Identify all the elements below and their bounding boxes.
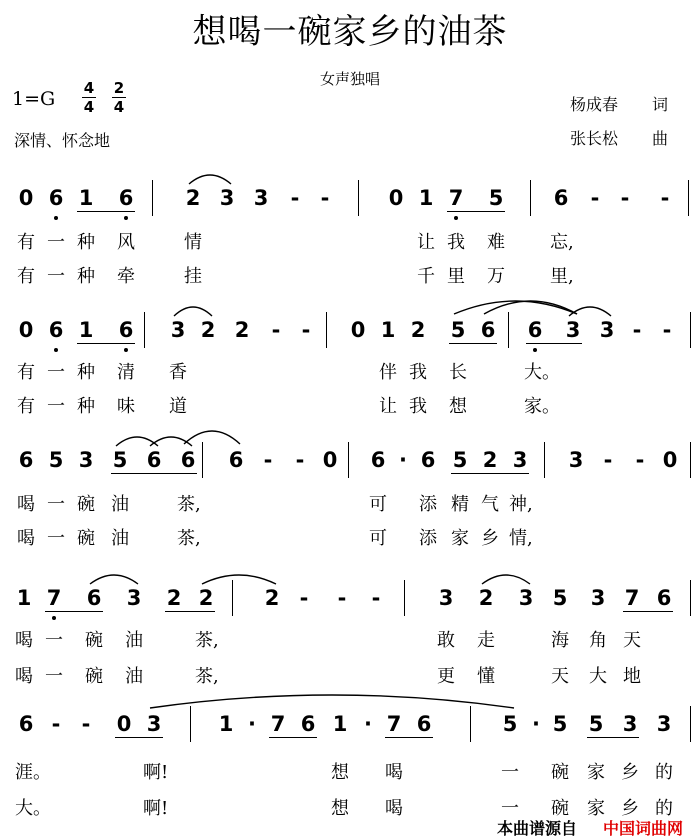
lyric-syllable: 长	[449, 362, 467, 383]
barline	[190, 706, 191, 742]
lyric-syllable: 走	[477, 630, 495, 651]
barline	[544, 442, 545, 478]
octave-dot-below	[124, 348, 128, 352]
lyric-syllable: 有	[17, 362, 35, 383]
barline	[326, 312, 327, 348]
beam-underline	[77, 343, 135, 344]
tie-slur	[184, 431, 240, 444]
note-dash: -	[299, 586, 309, 610]
lyric-syllable: 添	[419, 494, 437, 515]
note-6: 6	[48, 318, 64, 342]
lyric-syllable: 海	[551, 630, 569, 651]
footer-source-label: 本曲谱源自	[497, 819, 578, 838]
note-1: 1	[218, 712, 234, 736]
lyric-syllable: 让	[379, 396, 397, 417]
note-dash: -	[590, 186, 600, 210]
lyric-syllable: 种	[77, 232, 95, 253]
note-6: 6	[118, 186, 134, 210]
note-6: 6	[416, 712, 432, 736]
lyric-syllable: 碗	[551, 762, 569, 783]
octave-dot-below	[533, 348, 537, 352]
barline	[144, 312, 145, 348]
lyric-syllable: 伴	[379, 362, 397, 383]
lyric-syllable: 里	[447, 266, 465, 287]
note-dash: -	[371, 586, 381, 610]
note-1: 1	[78, 318, 94, 342]
note-2: 2	[198, 586, 214, 610]
barline	[358, 180, 359, 216]
note-6: 6	[86, 586, 102, 610]
lyric-syllable: 一	[45, 666, 63, 687]
lyric-syllable: 家	[451, 528, 469, 549]
performance-type: 女声独唱	[319, 70, 380, 88]
expression-marking: 深情、怀念地	[14, 131, 111, 150]
lyric-syllable: 地	[623, 666, 641, 687]
note-6: 6	[527, 318, 543, 342]
tie-slur	[150, 437, 192, 446]
lyric-syllable: 家。	[524, 396, 560, 417]
time-sig-numerator: 4	[83, 79, 95, 97]
note-dash: -	[295, 448, 305, 472]
note-3: 3	[438, 586, 454, 610]
lyric-syllable: 味	[117, 396, 135, 417]
note-3: 3	[656, 712, 672, 736]
note-2: 2	[185, 186, 201, 210]
lyric-syllable: 喝	[385, 762, 403, 783]
tie-slur	[454, 301, 577, 314]
lyric-syllable: 一	[47, 362, 65, 383]
lyric-syllable: 喝	[17, 528, 35, 549]
beam-underline	[447, 211, 505, 212]
composer-role: 曲	[652, 129, 669, 148]
barline	[688, 180, 689, 216]
note-2: 2	[234, 318, 250, 342]
note-5: 5	[112, 448, 128, 472]
note-dash: -	[603, 448, 613, 472]
lyric-syllable: 情	[184, 232, 202, 253]
note-2: 2	[200, 318, 216, 342]
lyric-syllable: 喝	[15, 630, 33, 651]
note-5: 5	[552, 586, 568, 610]
note-2: 2	[166, 586, 182, 610]
lyric-syllable: 茶,	[177, 494, 201, 515]
note-0: 0	[322, 448, 338, 472]
note-3: 3	[170, 318, 186, 342]
note-3: 3	[146, 712, 162, 736]
note-dash: -	[81, 712, 91, 736]
note-0: 0	[350, 318, 366, 342]
lyric-syllable: 有	[17, 232, 35, 253]
note-3: 3	[518, 586, 534, 610]
note-dash: -	[620, 186, 630, 210]
note-3: 3	[512, 448, 528, 472]
note-dash: -	[660, 186, 670, 210]
note-6: 6	[48, 186, 64, 210]
lyric-syllable: 一	[47, 396, 65, 417]
barline	[690, 706, 691, 742]
note-1: 1	[332, 712, 348, 736]
barline	[690, 442, 691, 478]
note-2: 2	[482, 448, 498, 472]
note-dash: -	[320, 186, 330, 210]
note-6: 6	[656, 586, 672, 610]
beam-underline	[77, 211, 135, 212]
note-5: 5	[502, 712, 518, 736]
lyric-syllable: 茶,	[195, 666, 219, 687]
lyric-syllable: 天	[623, 630, 641, 651]
note-5: 5	[452, 448, 468, 472]
lyric-syllable: 有	[17, 396, 35, 417]
lyric-syllable: 清	[117, 362, 135, 383]
lyric-syllable: 添	[419, 528, 437, 549]
tie-slur	[202, 575, 276, 584]
note-3: 3	[126, 586, 142, 610]
note-6: 6	[420, 448, 436, 472]
note-dot: ·	[248, 712, 256, 736]
barline	[232, 580, 233, 616]
lyric-syllable: 一	[47, 232, 65, 253]
note-1: 1	[380, 318, 396, 342]
note-7: 7	[386, 712, 402, 736]
lyric-syllable: 碗	[77, 528, 95, 549]
beam-underline	[269, 737, 317, 738]
lyric-syllable: 精	[451, 494, 469, 515]
note-7: 7	[46, 586, 62, 610]
note-7: 7	[624, 586, 640, 610]
note-1: 1	[418, 186, 434, 210]
time-sig-denominator: 4	[83, 98, 95, 116]
lyric-syllable: 懂	[477, 666, 495, 687]
note-dash: -	[635, 448, 645, 472]
lyric-syllable: 茶,	[177, 528, 201, 549]
note-2: 2	[478, 586, 494, 610]
note-dash: -	[51, 712, 61, 736]
lyric-syllable: 家	[587, 798, 605, 819]
lyric-syllable: 里,	[550, 266, 574, 287]
lyric-syllable: 种	[77, 362, 95, 383]
note-2: 2	[264, 586, 280, 610]
note-6: 6	[553, 186, 569, 210]
note-5: 5	[588, 712, 604, 736]
barline	[690, 580, 691, 616]
beam-underline	[587, 737, 639, 738]
lyric-syllable: 我	[409, 396, 427, 417]
lyric-syllable: 气	[481, 494, 499, 515]
note-dash: -	[301, 318, 311, 342]
lyric-syllable: 想	[331, 798, 349, 819]
note-2: 2	[410, 318, 426, 342]
lyric-syllable: 更	[437, 666, 455, 687]
lyric-syllable: 涯。	[15, 762, 51, 783]
note-7: 7	[270, 712, 286, 736]
lyric-syllable: 油	[125, 630, 143, 651]
lyric-syllable: 油	[111, 528, 129, 549]
lyric-syllable: 碗	[85, 630, 103, 651]
lyric-syllable: 啊!	[143, 798, 169, 819]
note-3: 3	[599, 318, 615, 342]
note-6: 6	[228, 448, 244, 472]
note-dot: ·	[532, 712, 540, 736]
lyric-syllable: 天	[551, 666, 569, 687]
note-6: 6	[118, 318, 134, 342]
lyric-syllable: 道	[169, 396, 187, 417]
note-5: 5	[488, 186, 504, 210]
beam-underline	[623, 611, 673, 612]
lyric-syllable: 让	[417, 232, 435, 253]
time-sig-denominator: 4	[113, 98, 125, 116]
beam-underline	[385, 737, 433, 738]
lyric-syllable: 一	[501, 798, 519, 819]
note-5: 5	[552, 712, 568, 736]
note-3: 3	[219, 186, 235, 210]
note-dash: -	[271, 318, 281, 342]
lyric-syllable: 乡	[621, 798, 639, 819]
lyric-syllable: 情,	[509, 528, 533, 549]
note-6: 6	[370, 448, 386, 472]
note-0: 0	[388, 186, 404, 210]
lyric-syllable: 想	[331, 762, 349, 783]
octave-dot-below	[54, 348, 58, 352]
lyric-syllable: 难	[487, 232, 505, 253]
beam-underline	[111, 473, 197, 474]
lyric-syllable: 神,	[509, 494, 533, 515]
lyric-syllable: 大	[589, 666, 607, 687]
lyric-syllable: 油	[125, 666, 143, 687]
lyric-syllable: 喝	[15, 666, 33, 687]
octave-dot-below	[124, 216, 128, 220]
lyric-syllable: 风	[117, 232, 135, 253]
beam-underline	[165, 611, 215, 612]
barline	[508, 312, 509, 348]
octave-dot-below	[52, 616, 56, 620]
note-3: 3	[568, 448, 584, 472]
note-0: 0	[18, 186, 34, 210]
lyric-syllable: 油	[111, 494, 129, 515]
note-dash: -	[662, 318, 672, 342]
lyric-syllable: 的	[655, 762, 673, 783]
lyric-syllable: 敢	[437, 630, 455, 651]
note-dash: -	[632, 318, 642, 342]
tie-slur	[189, 175, 231, 184]
note-dot: ·	[364, 712, 372, 736]
time-signature-2-4	[112, 80, 126, 115]
note-dot: ·	[399, 448, 407, 472]
time-sig-numerator: 2	[113, 79, 125, 97]
lyric-syllable: 的	[655, 798, 673, 819]
barline	[690, 312, 691, 348]
lyric-syllable: 想	[449, 396, 467, 417]
note-3: 3	[590, 586, 606, 610]
lyric-syllable: 碗	[551, 798, 569, 819]
note-6: 6	[18, 448, 34, 472]
lyricist-role: 词	[652, 95, 669, 114]
beam-underline	[526, 343, 582, 344]
beam-underline	[451, 473, 529, 474]
note-3: 3	[253, 186, 269, 210]
time-signature-4-4	[82, 80, 96, 115]
lyric-syllable: 可	[369, 494, 387, 515]
note-6: 6	[480, 318, 496, 342]
octave-dot-below	[54, 216, 58, 220]
tie-slur	[569, 307, 611, 316]
lyric-syllable: 啊!	[143, 762, 169, 783]
lyric-syllable: 喝	[17, 494, 35, 515]
barline	[404, 580, 405, 616]
barline	[202, 442, 203, 478]
tie-slur	[150, 695, 514, 708]
tie-slur	[90, 575, 138, 584]
lyric-syllable: 喝	[385, 798, 403, 819]
lyric-syllable: 碗	[85, 666, 103, 687]
lyric-syllable: 千	[417, 266, 435, 287]
note-5: 5	[450, 318, 466, 342]
lyric-syllable: 种	[77, 396, 95, 417]
note-3: 3	[565, 318, 581, 342]
note-3: 3	[78, 448, 94, 472]
lyric-syllable: 家	[587, 762, 605, 783]
note-0: 0	[18, 318, 34, 342]
lyric-syllable: 万	[487, 266, 505, 287]
lyric-syllable: 种	[77, 266, 95, 287]
lyric-syllable: 大。	[15, 798, 51, 819]
note-6: 6	[18, 712, 34, 736]
key-signature: 1=G	[12, 88, 56, 110]
barline	[530, 180, 531, 216]
note-1: 1	[16, 586, 32, 610]
note-6: 6	[146, 448, 162, 472]
tie-slur	[116, 437, 158, 446]
note-6: 6	[300, 712, 316, 736]
barline	[348, 442, 349, 478]
lyric-syllable: 一	[47, 528, 65, 549]
note-dash: -	[337, 586, 347, 610]
lyricist-name: 杨成春	[570, 95, 619, 114]
lyric-syllable: 可	[369, 528, 387, 549]
note-3: 3	[622, 712, 638, 736]
octave-dot-below	[454, 216, 458, 220]
lyric-syllable: 茶,	[195, 630, 219, 651]
tie-slur	[482, 575, 530, 584]
note-0: 0	[662, 448, 678, 472]
note-0: 0	[116, 712, 132, 736]
lyric-syllable: 一	[45, 630, 63, 651]
lyric-syllable: 忘,	[550, 232, 574, 253]
lyric-syllable: 角	[589, 630, 607, 651]
lyric-syllable: 乡	[621, 762, 639, 783]
lyric-syllable: 一	[47, 266, 65, 287]
note-7: 7	[448, 186, 464, 210]
note-1: 1	[78, 186, 94, 210]
note-dash: -	[263, 448, 273, 472]
beam-underline	[45, 611, 103, 612]
lyric-syllable: 碗	[77, 494, 95, 515]
lyric-syllable: 我	[447, 232, 465, 253]
lyric-syllable: 挂	[184, 266, 202, 287]
lyric-syllable: 一	[501, 762, 519, 783]
beam-underline	[449, 343, 497, 344]
barline	[470, 706, 471, 742]
note-dash: -	[290, 186, 300, 210]
footer-site-name: 中国词曲网	[603, 819, 684, 838]
lyric-syllable: 牵	[117, 266, 135, 287]
note-5: 5	[48, 448, 64, 472]
lyric-syllable: 有	[17, 266, 35, 287]
beam-underline	[115, 737, 163, 738]
tie-slur	[174, 307, 212, 316]
song-title: 想喝一碗家乡的油茶	[192, 12, 508, 52]
lyric-syllable: 大。	[524, 362, 560, 383]
barline	[152, 180, 153, 216]
lyric-syllable: 我	[409, 362, 427, 383]
lyric-syllable: 乡	[481, 528, 499, 549]
lyric-syllable: 一	[47, 494, 65, 515]
tie-slur	[484, 301, 577, 314]
note-6: 6	[180, 448, 196, 472]
lyric-syllable: 香	[169, 362, 187, 383]
composer-name: 张长松	[570, 129, 619, 148]
